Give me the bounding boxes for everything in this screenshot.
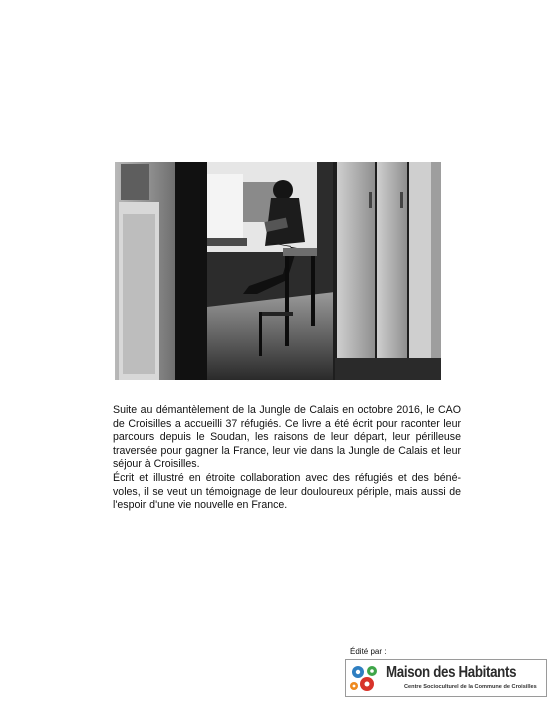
publisher-label: Édité par : (350, 647, 387, 656)
gears-icon (348, 662, 382, 694)
publisher-logo (345, 659, 547, 697)
logo-subtitle: Centre Socioculturel de la Commune de Croisilles (404, 684, 537, 690)
photograph-refugee-in-kitchen (115, 162, 441, 380)
back-cover-blurb (113, 404, 461, 513)
blurb-paragraph-1: Suite au démantèlement de la Jungle de Calais en octobre 2016, le CAO de Croisilles a accueilli 37 réfugiés. Ce livre a été écrit pour raconter leur parcours depuis le Soudan, les raisons de leur départ, leur périlleuse traversée pour gagner la France, leur vie dans la Jungle de Calais et leur séjour à Croisilles. (113, 404, 461, 471)
logo-title: Maison des Habitants (386, 664, 517, 681)
cover-photo (115, 162, 441, 380)
blurb-paragraph-2: Écrit et illustré en étroite collaboration avec des réfugiés et des béné-voles, il se veut un témoignage de leur douloureux périple, mais aussi de l'espoir d'une vie nouvelle en France. (113, 471, 461, 512)
